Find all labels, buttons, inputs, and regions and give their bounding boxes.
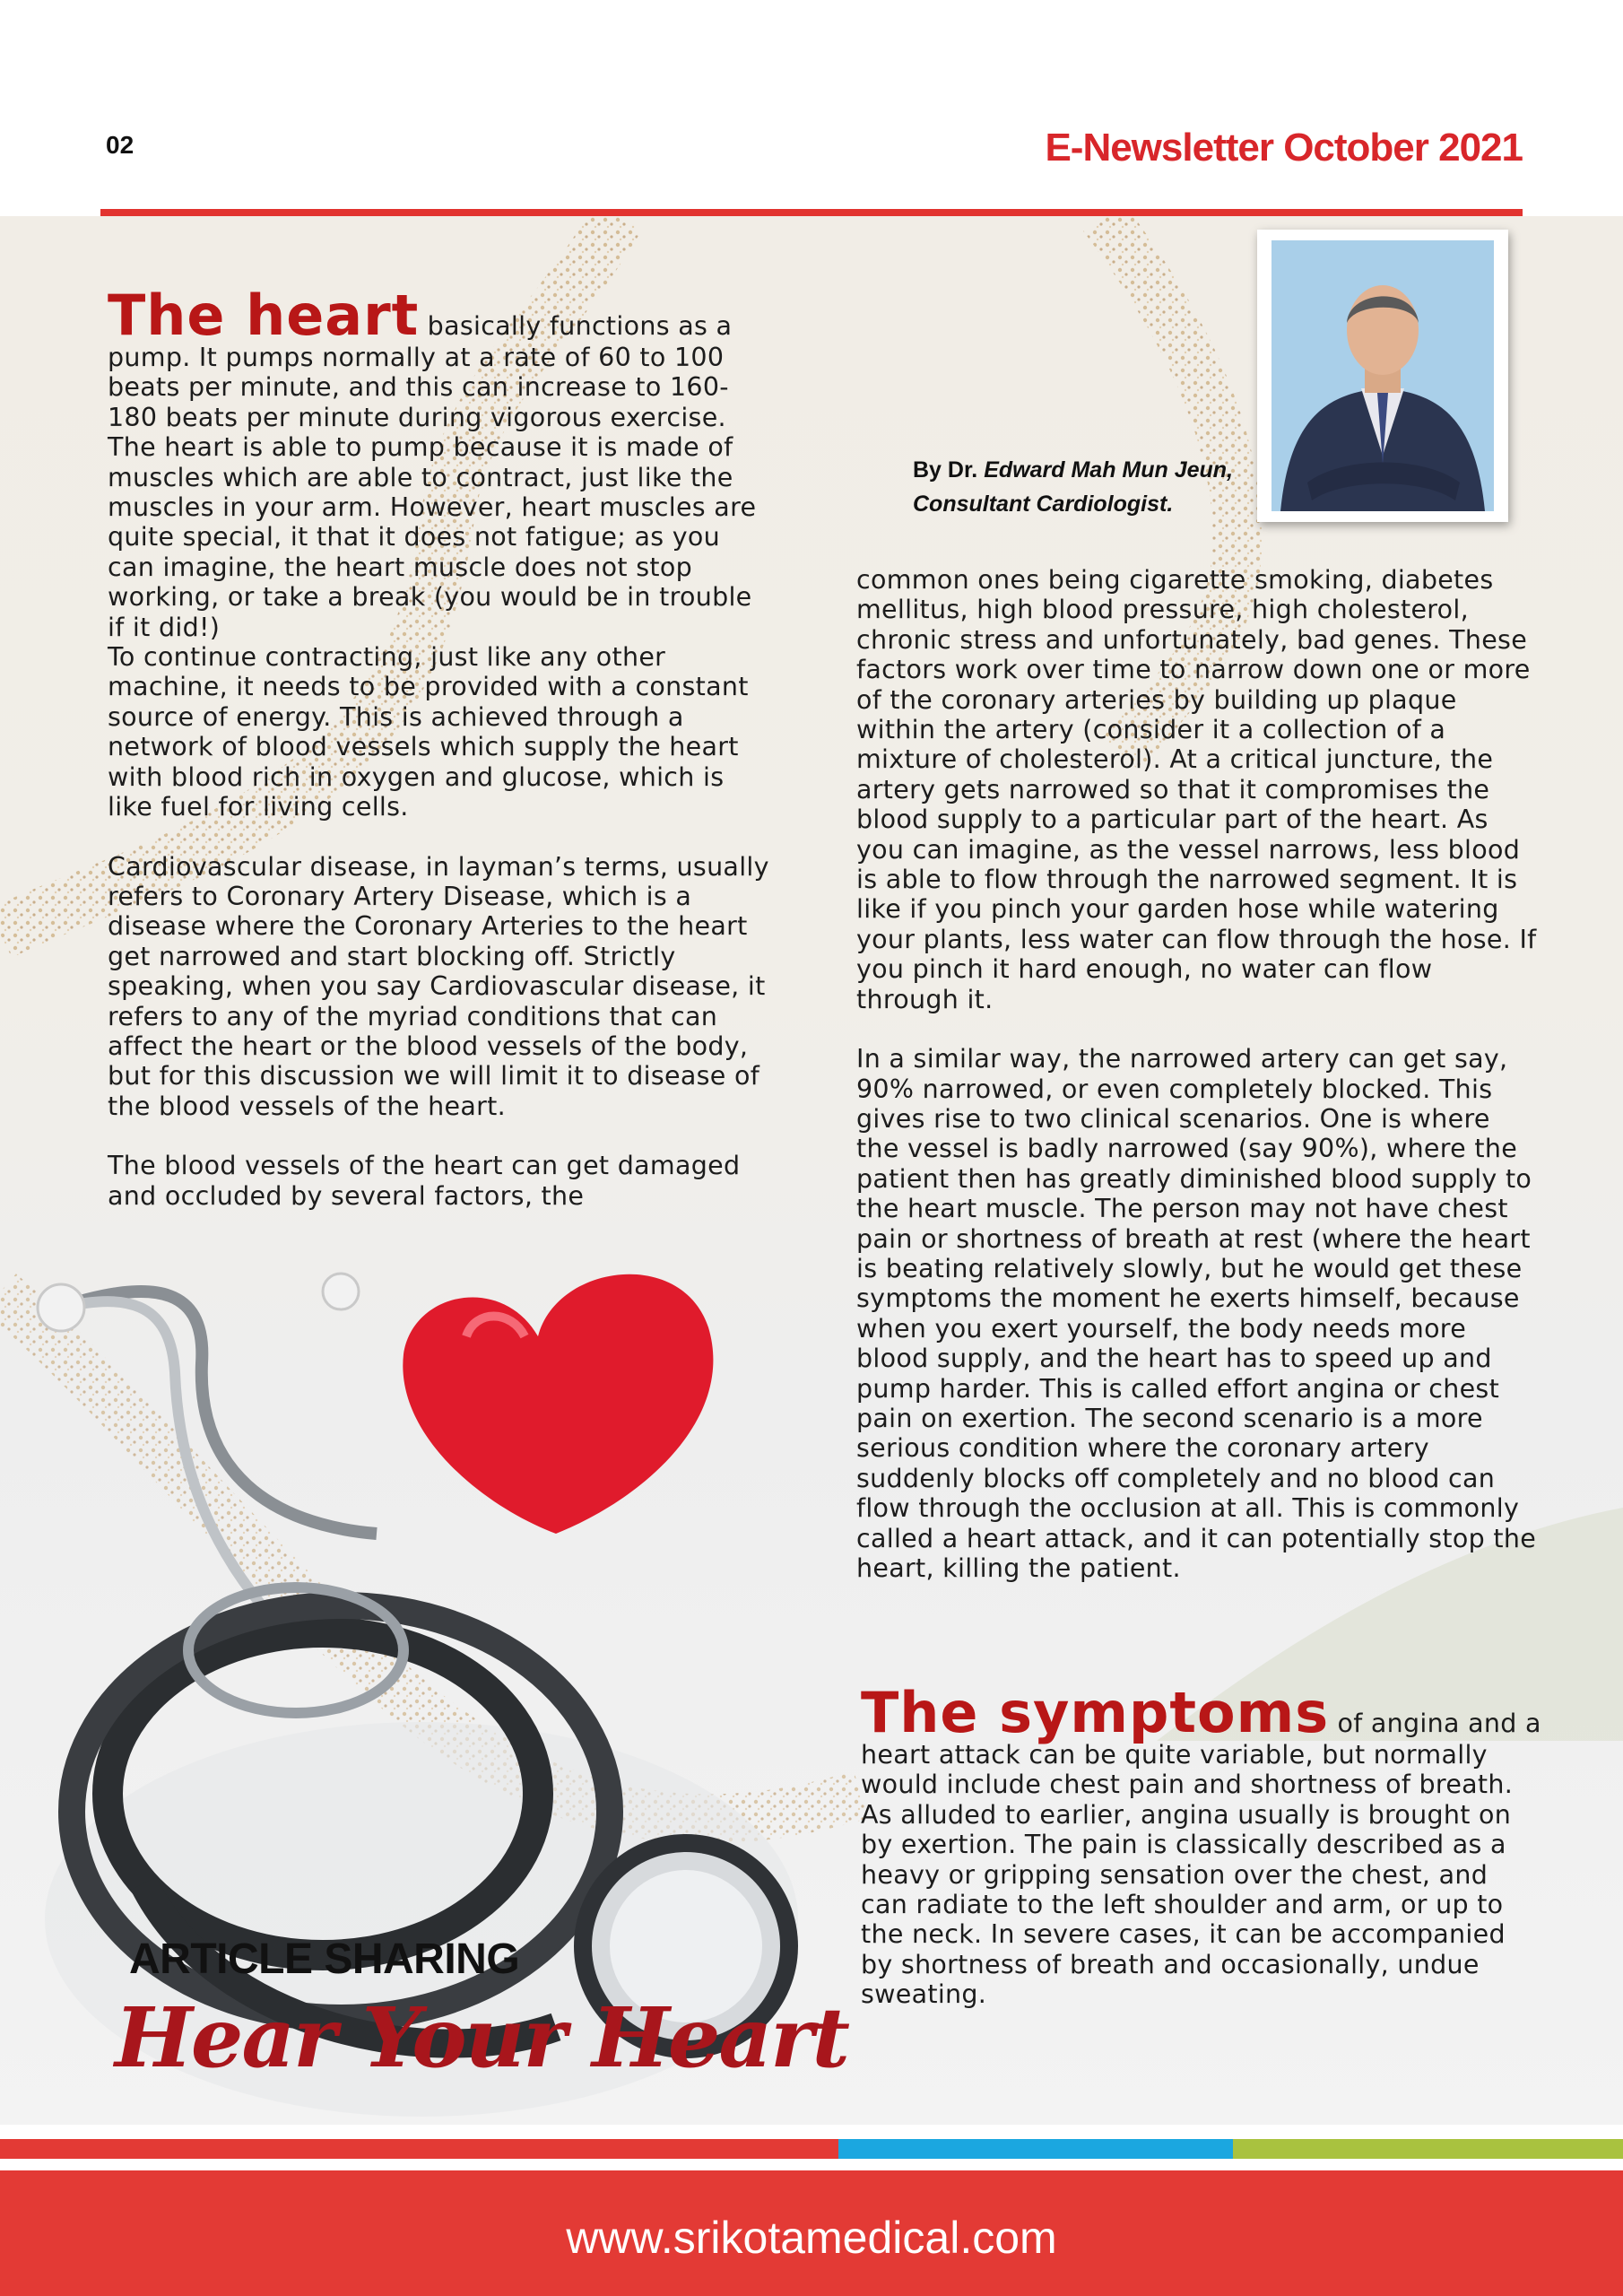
paragraph-cardiovascular: Cardiovascular disease, in layman’s terms, usually refers to Coronary Artery Disease, which is a disease where the Coronary Arteries to the heart get narrowed and start blocking off. Strictly speaking, when you say Cardiovascular disease, it refers to any of the myriad conditions that can affect the heart or the blood vessels of the body, but for this discussion we will limit it to disease of the blood vessels of the heart. [108,851,769,1121]
lead-heading: The heart [108,283,420,348]
footer-strip-blue [838,2139,1233,2159]
author-name: Edward Mah Mun Jeun, [984,457,1234,483]
footer-strip-green [1233,2139,1623,2159]
paragraph-risk-factors: common ones being cigarette smoking, diabetes mellitus, high blood pressure, high cholesterol, chronic stress and unfortunately, bad genes. These factors work over time to narrow down one or more of the coronary arteries by building up plaque within the artery (consider it a collection of a mixture of cholesterol). At a critical juncture, the artery gets narrowed so that it compromises the blood supply to a particular part of the heart. As you can imagine, as the vessel narrows, less blood is able to flow through the narrowed segment. It is like if you pinch your garden hose while watering your plants, less water can flow through the hose. If you pinch it hard enough, no water can flow through it. [856,565,1537,1014]
article-sharing-kicker: ARTICLE SHARING [129,1935,520,1983]
symptoms-text: of angina and a heart attack can be quite variable, but normally would include chest pain and shortness of breath. As alluded to earlier, angina usually is brought on by exertion. The pain is classically described as a heavy or gripping sensation over the chest, and can radiate to the left shoulder and arm, or up to the neck. In severe cases, it can be accompanied by shortness of breath and occasionally, undue sweating. [861,1709,1541,2010]
header-rule [100,209,1523,216]
lead-paragraph [108,283,771,642]
author-photo [1257,230,1508,522]
symptoms-section [861,1680,1542,2039]
article-column-left [108,283,771,1240]
footer-strip-red [0,2139,838,2159]
author-byline [913,453,1233,521]
article-column-right [856,565,1538,1613]
paragraph-blood-vessels: The blood vessels of the heart can get damaged and occluded by several factors, the [108,1151,741,1211]
portrait-photo-icon [1271,240,1494,511]
lead-text: basically functions as a pump. It pumps normally at a rate of 60 to 100 beats per minute, and this can increase to 160-180 beats per minute during vigorous exercise. The heart is able to pump because it is made of muscles which are able to contract, just like the muscles in your arm. However, heart muscles are quite special, it that it does not fatigue; as you can imagine, the heart muscle does not stop working, or take a break (you would be in trouble if it did!) [108,311,757,642]
page-number: 02 [106,131,135,159]
symptoms-paragraph [861,1680,1542,2010]
symptoms-heading: The symptoms [861,1680,1330,1745]
byline-prefix: By Dr. [913,457,978,483]
paragraph-energy: To continue contracting, just like any other machine, it needs to be provided with a constant source of energy. This is achieved through a network of blood vessels which supply the heart with blood rich in oxygen and glucose, which is like fuel for living cells. [108,642,749,822]
website-link[interactable]: www.srikotamedical.com [566,2213,1057,2263]
newsletter-title: E-Newsletter October 2021 [1045,126,1523,170]
paragraph-scenarios: In a similar way, the narrowed artery can get say, 90% narrowed, or even completely blocked. This gives rise to two clinical scenarios. One is where the vessel is badly narrowed (say 90%), where the patient then has greatly diminished blood supply to the heart muscle. The person may not have chest pain or shortness of breath at rest (where the heart is beating relatively slowly, but he would get these symptoms the moment he exerts himself, because when you exert yourself, the body needs more blood supply, and the heart has to speed up and pump harder. This is called effort angina or chest pain on exertion. The second scenario is a more serious condition where the coronary artery suddenly blocks off completely and no blood can flow through the occlusion at all. This is commonly called a heart attack, and it can potentially stop the heart, killing the patient. [856,1044,1537,1583]
feature-title: Hear Your Heart [115,1989,849,2086]
author-title: Consultant Cardiologist. [913,491,1174,517]
